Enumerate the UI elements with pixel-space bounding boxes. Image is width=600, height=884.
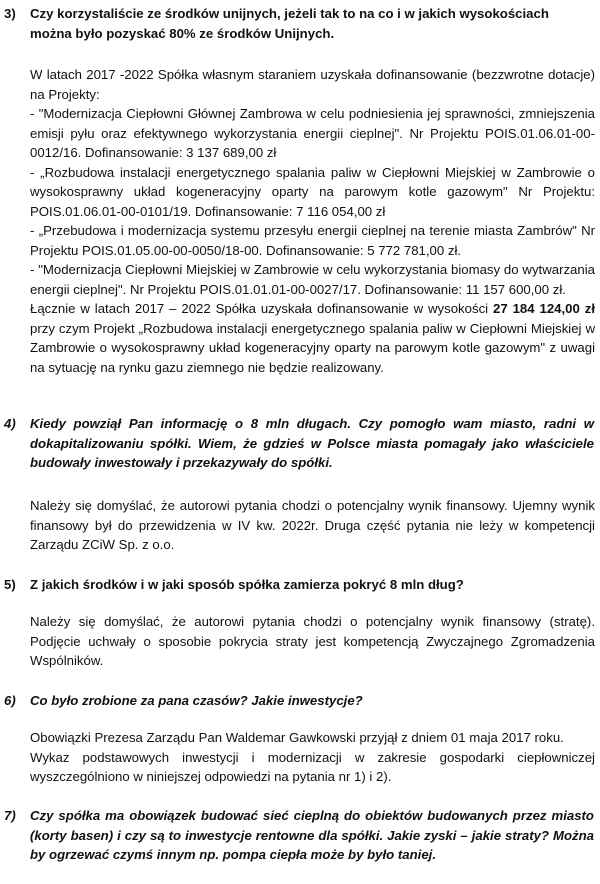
question-number: 4) <box>4 416 16 431</box>
project-item: - "Modernizacja Ciepłowni Głównej Zambrowa w celu podniesienia jej sprawności, zmniejszenia emisji pyłu oraz efektywnego wykorzystania energii cieplnej". Nr Projektu POIS.01.06.01-00-0012/16. Dofinansowanie: 3 137 689,00 zł <box>30 106 595 160</box>
question-text: Co było zrobione za pana czasów? Jakie inwestycje? <box>30 693 363 708</box>
funding-summary <box>30 299 595 377</box>
question-number: 7) <box>4 808 16 823</box>
project-item: - "Modernizacja Ciepłowni Miejskiej w Zambrowie w celu wykorzystania biomasy do wytwarzania energii cieplnej". Nr Projektu POIS.01.01.01-00-0027/17. Dofinansowanie: 11 157 600,00 zł. <box>30 262 595 297</box>
question-6 <box>4 691 594 711</box>
answer-text: Wykaz podstawowych inwestycji i modernizacji w zakresie gospodarki ciepłowniczej wyszczególniono w niniejszej odpowiedzi na pytania nr 1) i 2). <box>30 749 595 784</box>
summary-text: Łącznie w latach 2017 – 2022 Spółka uzyskała dofinansowanie w wysokości <box>30 301 489 316</box>
answer-3 <box>30 65 595 377</box>
question-text: Kiedy powziął Pan informację o 8 mln długach. Czy pomogło wam miasto, radni w dokapitalizowaniu spółki. Wiem, że gdzieś w Polsce miasta pomagały jako właściciele budowały inwestowały i przekazywały do spółki. <box>30 416 594 470</box>
question-3 <box>4 4 594 43</box>
question-7 <box>4 806 594 865</box>
question-number: 5) <box>4 577 16 592</box>
question-5 <box>4 575 594 595</box>
answer-6 <box>30 728 595 787</box>
answer-text: Należy się domyślać, że autorowi pytania chodzi o potencjalny wynik finansowy. Ujemny wynik finansowy był do przewidzenia w IV kw. 2022r. Druga część pytania nie leży w kompetencji Zarządu ZCiW Sp. z o.o. <box>30 498 595 552</box>
project-item: - „Rozbudowa instalacji energetycznego spalania paliw w Ciepłowni Miejskiej w Zambrowie o wysokosprawny układ kogeneracyjny oparty na parowym kotle gazowym" Nr Projektu: POIS.01.06.01-00-0101/19. Dofinansowanie: 7 116 054,00 zł <box>30 164 595 219</box>
answer-text: Obowiązki Prezesa Zarządu Pan Waldemar Gawkowski przyjął z dniem 01 maja 2017 roku. <box>30 730 564 745</box>
summary-amount: 27 184 124,00 zł <box>493 301 595 316</box>
question-text: Czy korzystaliście ze środków unijnych, jeżeli tak to na co i w jakich wysokościach można było pozyskać 80% ze środków Unijnych. <box>30 6 549 41</box>
answer-4 <box>30 496 595 555</box>
answer-text: Należy się domyślać, że autorowi pytania chodzi o potencjalny wynik finansowy (stratę). Podjęcie uchwały o sposobie pokrycia straty jest kompetencją Zwyczajnego Zgromadzenia Wspólników. <box>30 614 595 668</box>
question-4 <box>4 414 594 473</box>
question-text: Czy spółka ma obowiązek budować sieć cieplną do obiektów budowanych przez miasto (korty basen) i czy są to inwestycje rentowne dla spółki. Jakie zyski – jakie straty? Można by ogrzewać czymś innym np. pompa ciepła może by było taniej. <box>30 808 594 862</box>
answer-5 <box>30 612 595 671</box>
question-number: 6) <box>4 693 16 708</box>
answer-intro: W latach 2017 -2022 Spółka własnym staraniem uzyskała dofinansowanie (bezzwrotne dotacje) na Projekty: <box>30 67 595 102</box>
question-number: 3) <box>4 6 16 21</box>
project-item: - „Przebudowa i modernizacja systemu przesyłu energii cieplnej na terenie miasta Zambrów" Nr Projektu POIS.01.05.00-00-0050/18-00. Dofinansowanie: 5 772 781,00 zł. <box>30 223 595 258</box>
summary-text: przy czym Projekt „Rozbudowa instalacji energetycznego spalania paliw w Ciepłowni Miejskiej w Zambrowie o wysokosprawny układ kogeneracyjny oparty na parowym kotle gazowym" z uwagi na sytuację na rynku gazu ziemnego nie będzie realizowany. <box>30 320 595 375</box>
question-text: Z jakich środków i w jaki sposób spółka zamierza pokryć 8 mln dług? <box>30 577 464 592</box>
